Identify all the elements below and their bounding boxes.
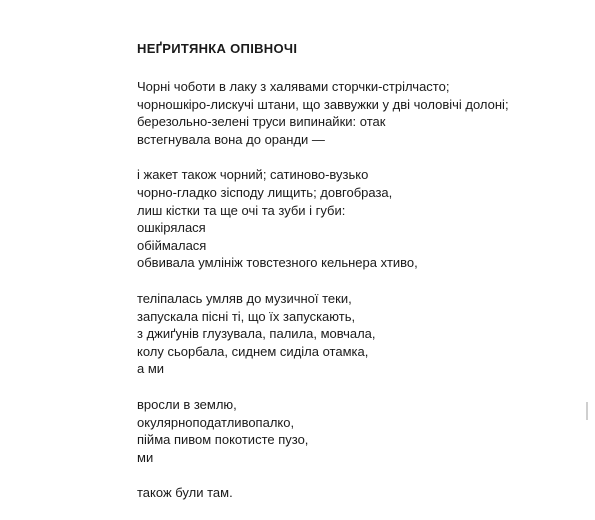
poem	[137, 40, 577, 520]
poem-line: запускала пісні ті, що їх запускають,	[137, 308, 356, 324]
poem-line: і жакет також чорний; сатиново-вузько	[137, 167, 369, 183]
poem-line: встегнувала вона до оранди —	[137, 131, 325, 147]
poem-line: пійма пивом покотисте пузо,	[137, 432, 309, 448]
stanza-1	[137, 78, 577, 148]
poem-line: вросли в землю,	[137, 396, 237, 412]
stanza-2	[137, 166, 577, 272]
stanza-3	[137, 290, 577, 378]
poem-line: окулярноподатливопалко,	[137, 414, 295, 430]
poem-title: НЕҐРИТЯНКА ОПІВНОЧІ	[137, 41, 298, 56]
scan-edge-mark	[586, 402, 588, 420]
poem-line: а ми	[137, 361, 165, 377]
poem-line: ми	[137, 449, 154, 465]
stanza-4	[137, 396, 577, 466]
poem-line: ошкірялася	[137, 220, 206, 236]
poem-line: також були там.	[137, 485, 233, 501]
poem-line: з джиґунів глузувала, палила, мовчала,	[137, 326, 376, 342]
poem-line: лиш кістки та ще очі та зуби і губи:	[137, 202, 346, 218]
poem-line: теліпалась умляв до музичної теки,	[137, 290, 352, 306]
poem-line: обвивала умлініж товстезного кельнера хтиво,	[137, 255, 418, 271]
stanza-5	[137, 484, 577, 502]
poem-line: Чорні чоботи в лаку з халявами сторчки-стрілчасто;	[137, 79, 450, 94]
poem-line: обіймалася	[137, 237, 207, 253]
poem-line: колу сьорбала, сиднем сиділа отамка,	[137, 343, 369, 359]
poem-line: березольно-зелені труси випинайки: отак	[137, 114, 386, 130]
poem-line: чорношкіро-лискучі штани, що заввужки у дві чоловічі долоні;	[137, 96, 509, 112]
poem-line: чорно-гладко зісподу лищить; довгобраза,	[137, 184, 393, 200]
